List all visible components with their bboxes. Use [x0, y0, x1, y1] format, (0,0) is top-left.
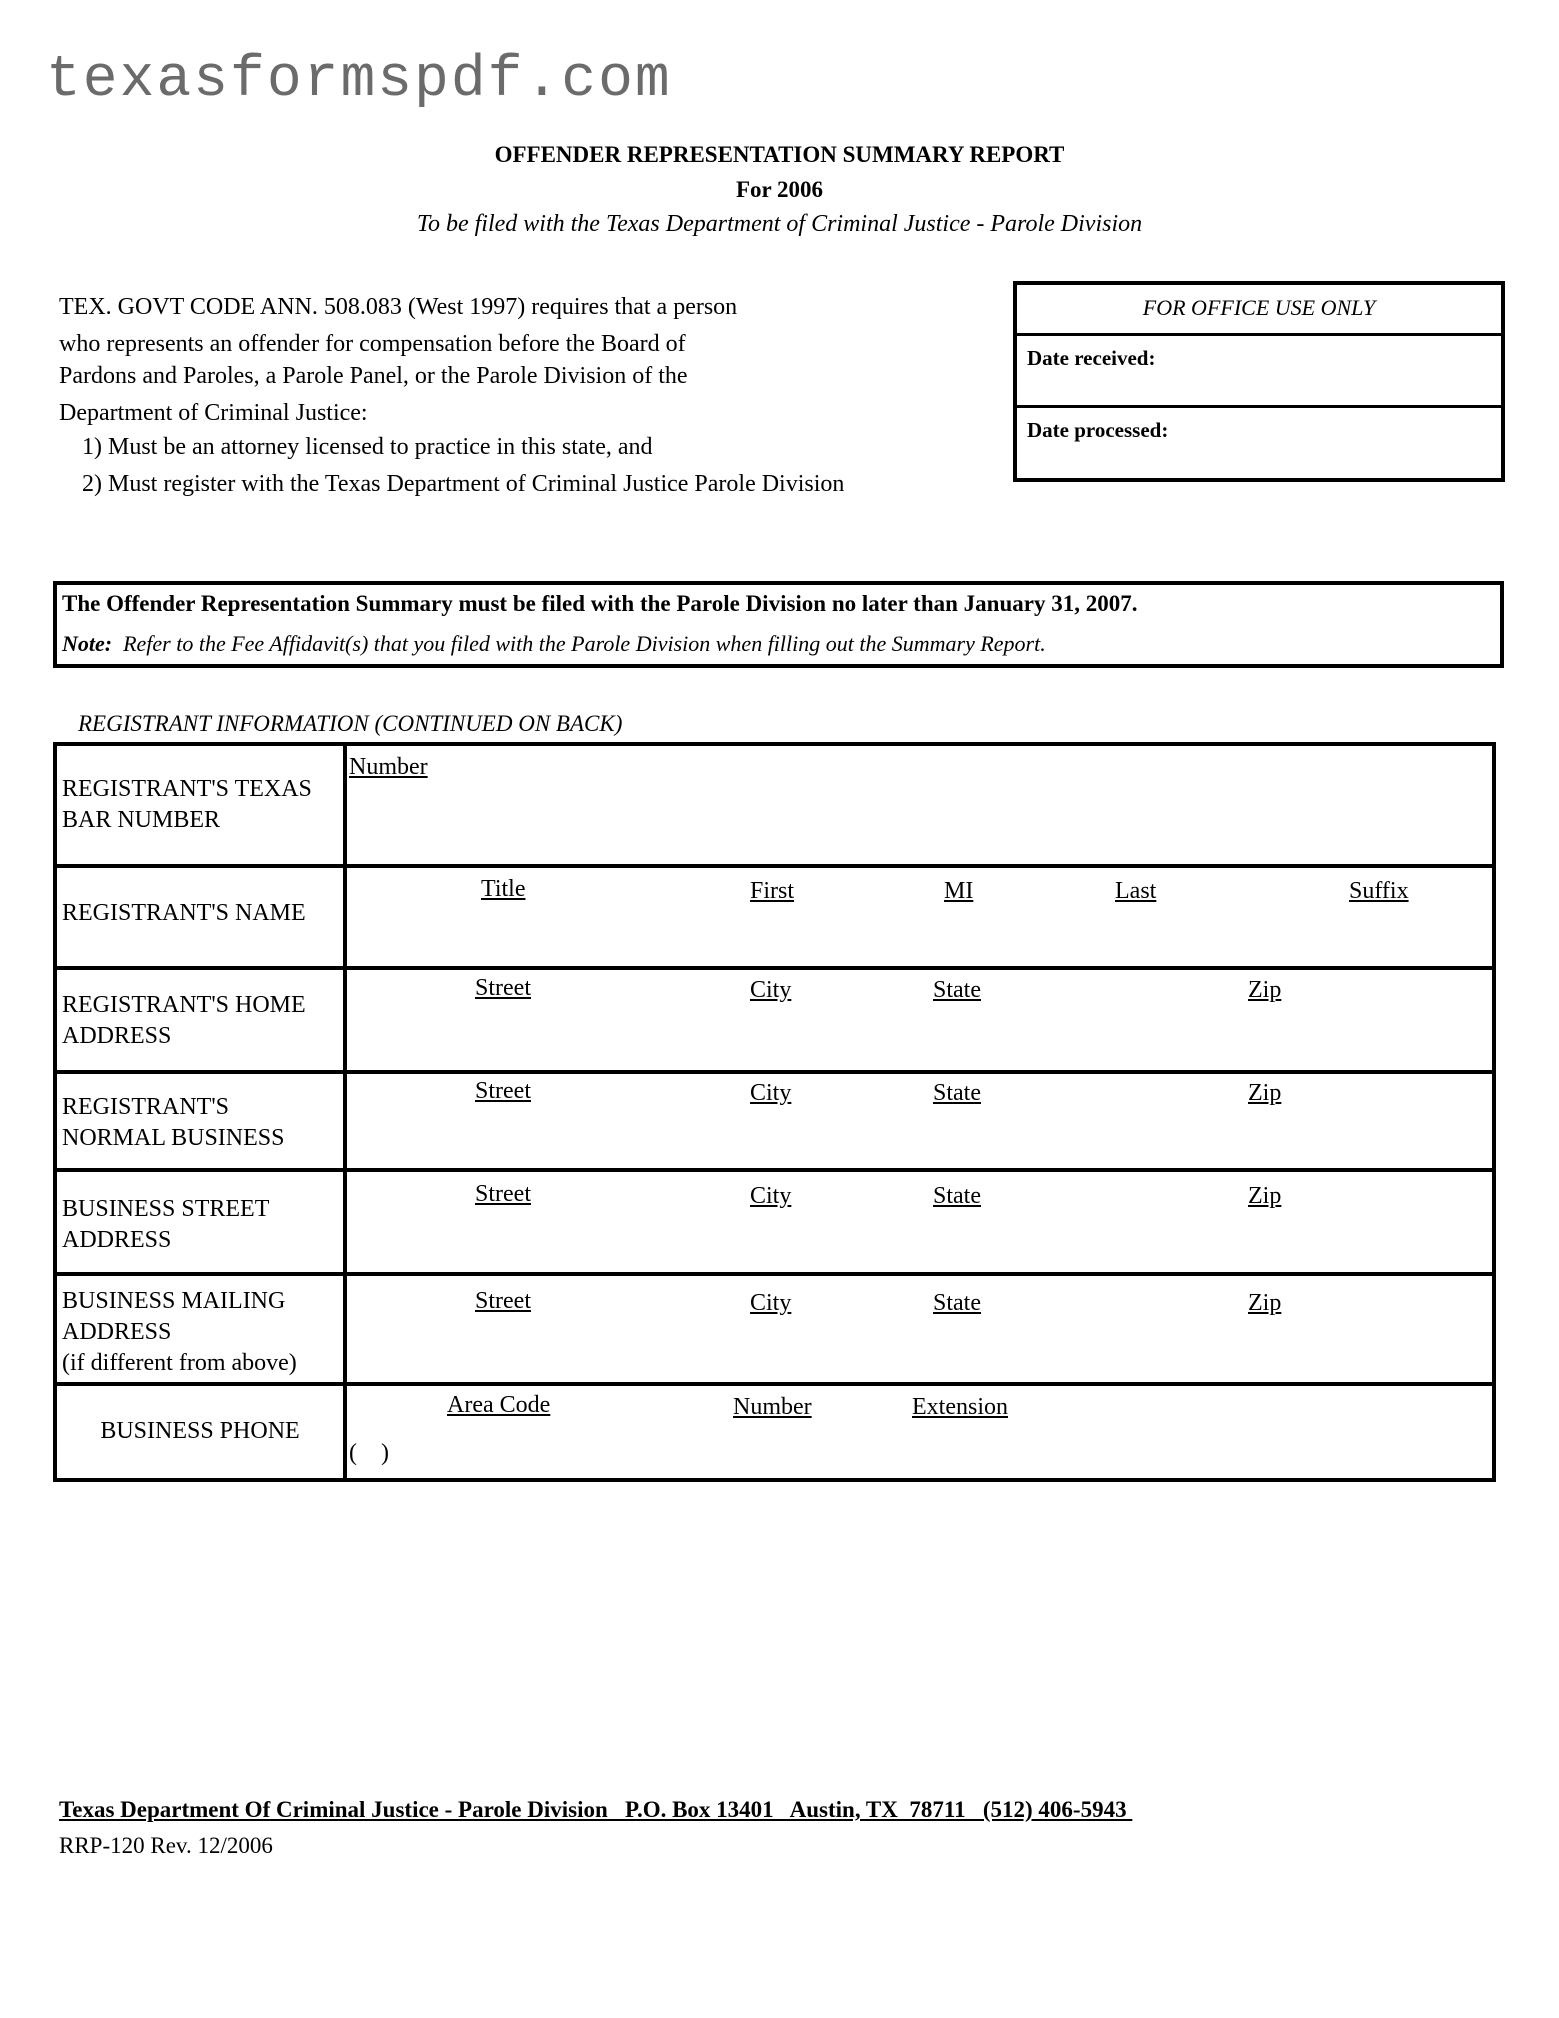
last-field-label[interactable]: Last: [1115, 878, 1157, 904]
mailing-street-field-label[interactable]: Street: [475, 1288, 531, 1314]
date-processed-label: Date processed:: [1027, 418, 1169, 442]
business-street-label: BUSINESS STREET ADDRESS: [62, 1196, 270, 1253]
footer-address: Texas Department Of Criminal Justice - Parole Division P.O. Box 13401 Austin, TX 78711 (512) 406-5943: [59, 1797, 1133, 1822]
office-use-box: [1013, 281, 1505, 482]
mailing-zip-field-label[interactable]: Zip: [1248, 1290, 1282, 1316]
first-field-label[interactable]: First: [750, 878, 795, 904]
business-state-field-label[interactable]: State: [933, 1183, 981, 1209]
normal-state-field-label[interactable]: State: [933, 1080, 981, 1106]
intro-line: Pardons and Paroles, a Parole Panel, or the Parole Division of the: [59, 363, 688, 389]
note-text: Refer to the Fee Affidavit(s) that you filed with the Parole Division when filling out the Summary Report.: [123, 631, 1046, 656]
home-zip-field-label[interactable]: Zip: [1248, 977, 1282, 1003]
form-id: RRP-120 Rev. 12/2006: [59, 1833, 273, 1858]
area-code-field-label[interactable]: Area Code: [447, 1392, 551, 1418]
row-divider: [57, 1272, 1492, 1276]
business-zip-field-label[interactable]: Zip: [1248, 1183, 1282, 1209]
filing-notice: [53, 581, 1504, 668]
business-phone-label: BUSINESS PHONE: [100, 1418, 300, 1444]
section-title: REGISTRANT INFORMATION: [78, 711, 369, 736]
date-processed-field[interactable]: [1017, 408, 1501, 478]
bar-number-label: REGISTRANT'S TEXAS BAR NUMBER: [62, 776, 312, 833]
business-city-field-label[interactable]: City: [750, 1183, 792, 1209]
row-divider: [57, 864, 1492, 868]
normal-zip-field-label[interactable]: Zip: [1248, 1080, 1282, 1106]
business-street-field-label[interactable]: Street: [475, 1181, 531, 1207]
note-label: Note:: [62, 631, 113, 656]
area-code-parens: ( ): [349, 1440, 389, 1466]
date-received-label: Date received:: [1027, 346, 1156, 370]
form-subtitle: To be filed with the Texas Department of Criminal Justice - Parole Division: [416, 211, 1143, 237]
home-city-field-label[interactable]: City: [750, 977, 792, 1003]
mailing-city-field-label[interactable]: City: [750, 1290, 792, 1316]
watermark: texasformspdf.com: [46, 48, 672, 113]
business-mailing-label: BUSINESS MAILING ADDRESS (if different from above): [62, 1288, 297, 1376]
home-state-field-label[interactable]: State: [933, 977, 981, 1003]
registrant-table: [53, 742, 1496, 1482]
normal-street-field-label[interactable]: Street: [475, 1078, 531, 1104]
section-suffix: (CONTINUED ON BACK): [368, 711, 623, 736]
mi-field-label[interactable]: MI: [944, 878, 974, 904]
name-label: REGISTRANT'S NAME: [62, 900, 306, 926]
home-street-field-label[interactable]: Street: [475, 975, 531, 1001]
home-address-label: REGISTRANT'S HOME ADDRESS: [62, 992, 306, 1049]
deadline-text: The Offender Representation Summary must be filed with the Parole Division no later than January 31, 2007.: [62, 591, 1138, 616]
intro-line: Department of Criminal Justice:: [59, 400, 368, 426]
requirement-item: 1) Must be an attorney licensed to practice in this state, and: [82, 434, 653, 460]
form-title: OFFENDER REPRESENTATION SUMMARY REPORT: [494, 142, 1065, 167]
row-divider: [57, 1168, 1492, 1172]
phone-number-field-label[interactable]: Number: [733, 1394, 812, 1420]
requirement-item: 2) Must register with the Texas Department of Criminal Justice Parole Division: [82, 471, 845, 497]
column-divider: [343, 746, 347, 1478]
title-field-label[interactable]: Title: [481, 876, 526, 902]
intro-line: who represents an offender for compensation before the Board of: [59, 331, 686, 357]
intro-line: TEX. GOVT CODE ANN. 508.083 (West 1997) requires that a person: [59, 294, 738, 320]
mailing-state-field-label[interactable]: State: [933, 1290, 981, 1316]
normal-city-field-label[interactable]: City: [750, 1080, 792, 1106]
office-use-title: FOR OFFICE USE ONLY: [1017, 285, 1501, 336]
suffix-field-label[interactable]: Suffix: [1349, 878, 1409, 904]
bar-number-field-label[interactable]: Number: [349, 754, 428, 780]
row-divider: [57, 1382, 1492, 1386]
row-divider: [57, 966, 1492, 970]
date-received-field[interactable]: [1017, 336, 1501, 408]
row-divider: [57, 1070, 1492, 1074]
section-heading: [78, 711, 622, 737]
note-line: [62, 631, 1046, 657]
normal-business-label: REGISTRANT'S NORMAL BUSINESS: [62, 1094, 285, 1151]
form-year: For 2006: [735, 177, 824, 202]
extension-field-label[interactable]: Extension: [912, 1394, 1008, 1420]
